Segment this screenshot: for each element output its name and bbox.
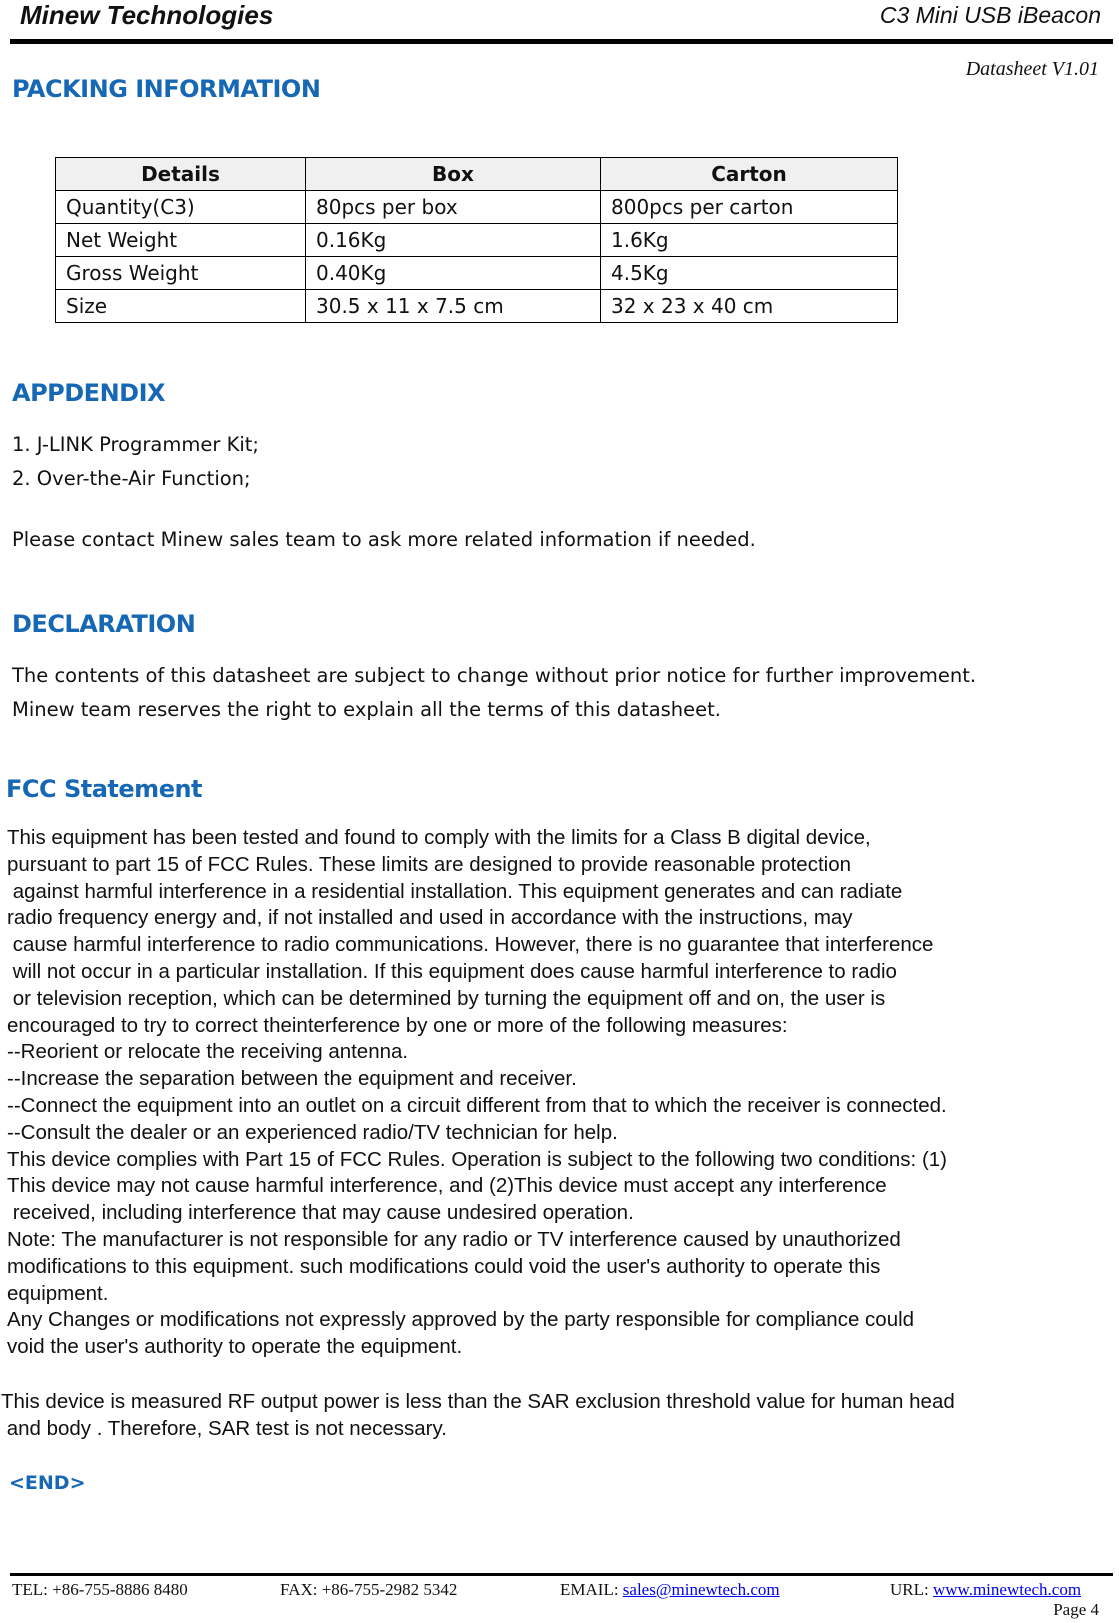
- fcc-line: --Connect the equipment into an outlet on a circuit different from that to which the receiver is connected.: [7, 1093, 947, 1117]
- column-header: Details: [56, 158, 306, 191]
- fcc-line: will not occur in a particular installation. If this equipment does cause harmful interference to radio: [7, 959, 897, 983]
- fcc-title: FCC Statement: [6, 775, 203, 803]
- fcc-line: encouraged to try to correct theinterference by one or more of the following measures:: [7, 1013, 788, 1037]
- table-cell: 30.5 x 11 x 7.5 cm: [306, 290, 601, 323]
- fcc-line: --Reorient or relocate the receiving antenna.: [7, 1040, 409, 1064]
- sar-statement: [1, 1388, 955, 1442]
- declaration-text: [12, 659, 976, 727]
- declaration-title: DECLARATION: [12, 610, 196, 638]
- appendix-note: Please contact Minew sales team to ask more related information if needed.: [12, 528, 756, 551]
- fcc-line: equipment.: [7, 1281, 109, 1305]
- page-footer: [0, 1580, 1119, 1620]
- datasheet-version: Datasheet V1.01: [965, 58, 1099, 80]
- fcc-line: pursuant to part 15 of FCC Rules. These limits are designed to provide reasonable protection: [7, 852, 852, 876]
- table-cell: 4.5Kg: [601, 257, 898, 290]
- table-row: [56, 257, 898, 290]
- footer-url: [890, 1580, 1081, 1600]
- appendix-list: [12, 428, 259, 496]
- table-cell: Net Weight: [56, 224, 306, 257]
- fcc-line: modifications to this equipment. such modifications could void the user's authority to operate this: [7, 1254, 881, 1278]
- table-cell: 800pcs per carton: [601, 191, 898, 224]
- declaration-line: Minew team reserves the right to explain all the terms of this datasheet.: [12, 698, 721, 721]
- table-row: [56, 224, 898, 257]
- footer-fax: FAX: +86-755-2982 5342: [280, 1580, 458, 1599]
- table-cell: 32 x 23 x 40 cm: [601, 290, 898, 323]
- fcc-line: or television reception, which can be determined by turning the equipment off and on, the user is: [7, 986, 886, 1010]
- appendix-title: APPDENDIX: [12, 379, 166, 407]
- fcc-line: cause harmful interference to radio communications. However, there is no guarantee that interference: [7, 933, 934, 957]
- fcc-line: radio frequency energy and, if not installed and used in accordance with the instructions, may: [7, 906, 853, 930]
- fcc-line: This equipment has been tested and found to comply with the limits for a Class B digital device,: [7, 826, 871, 849]
- list-item: 1. J-LINK Programmer Kit;: [12, 433, 259, 456]
- product-name: C3 Mini USB iBeacon: [879, 2, 1101, 28]
- table-cell: Quantity(C3): [56, 191, 306, 224]
- fcc-line: Any Changes or modifications not expressly approved by the party responsible for compliance could: [7, 1308, 915, 1332]
- table-cell: 0.16Kg: [306, 224, 601, 257]
- column-header: Box: [306, 158, 601, 191]
- email-label: EMAIL:: [560, 1580, 623, 1599]
- fcc-line: --Consult the dealer or an experienced radio/TV technician for help.: [7, 1120, 618, 1144]
- end-marker: <END>: [9, 1472, 86, 1494]
- packing-table: [55, 157, 898, 323]
- table-cell: 1.6Kg: [601, 224, 898, 257]
- footer-tel: TEL: +86-755-8886 8480: [12, 1580, 188, 1599]
- list-item: 2. Over-the-Air Function;: [12, 467, 251, 490]
- sar-line: and body . Therefore, SAR test is not necessary.: [1, 1417, 447, 1440]
- page-number: Page 4: [1053, 1600, 1099, 1619]
- url-label: URL:: [890, 1580, 933, 1599]
- column-header: Carton: [601, 158, 898, 191]
- fcc-line: This device complies with Part 15 of FCC Rules. Operation is subject to the following two conditions: (1): [7, 1147, 947, 1171]
- table-cell: Gross Weight: [56, 257, 306, 290]
- table-cell: 0.40Kg: [306, 257, 601, 290]
- packing-title: PACKING INFORMATION: [12, 75, 321, 103]
- table-row: [56, 191, 898, 224]
- fcc-line: Note: The manufacturer is not responsible for any radio or TV interference caused by unauthorized: [7, 1227, 901, 1251]
- fcc-line: --Increase the separation between the equipment and receiver.: [7, 1067, 577, 1091]
- company-name: Minew Technologies: [20, 0, 274, 30]
- sar-line: This device is measured RF output power is less than the SAR exclusion threshold value for human head: [1, 1390, 955, 1413]
- website-link[interactable]: www.minewtech.com: [932, 1580, 1082, 1599]
- fcc-line: against harmful interference in a residential installation. This equipment generates and can radiate: [7, 879, 903, 903]
- table-header-row: [56, 158, 898, 191]
- footer-divider: [10, 1573, 1113, 1576]
- table-cell: Size: [56, 290, 306, 323]
- footer-email: [560, 1580, 780, 1600]
- fcc-line: void the user's authority to operate the equipment.: [7, 1335, 463, 1359]
- declaration-line: The contents of this datasheet are subject to change without prior notice for further improvement.: [12, 664, 977, 687]
- table-row: [56, 290, 898, 323]
- fcc-statement: [7, 825, 947, 1361]
- fcc-line: This device may not cause harmful interference, and (2)This device must accept any interference: [7, 1174, 887, 1198]
- header-divider: [10, 39, 1113, 44]
- email-link[interactable]: sales@minewtech.com: [622, 1580, 780, 1599]
- fcc-line: received, including interference that may cause undesired operation.: [7, 1201, 634, 1225]
- table-cell: 80pcs per box: [306, 191, 601, 224]
